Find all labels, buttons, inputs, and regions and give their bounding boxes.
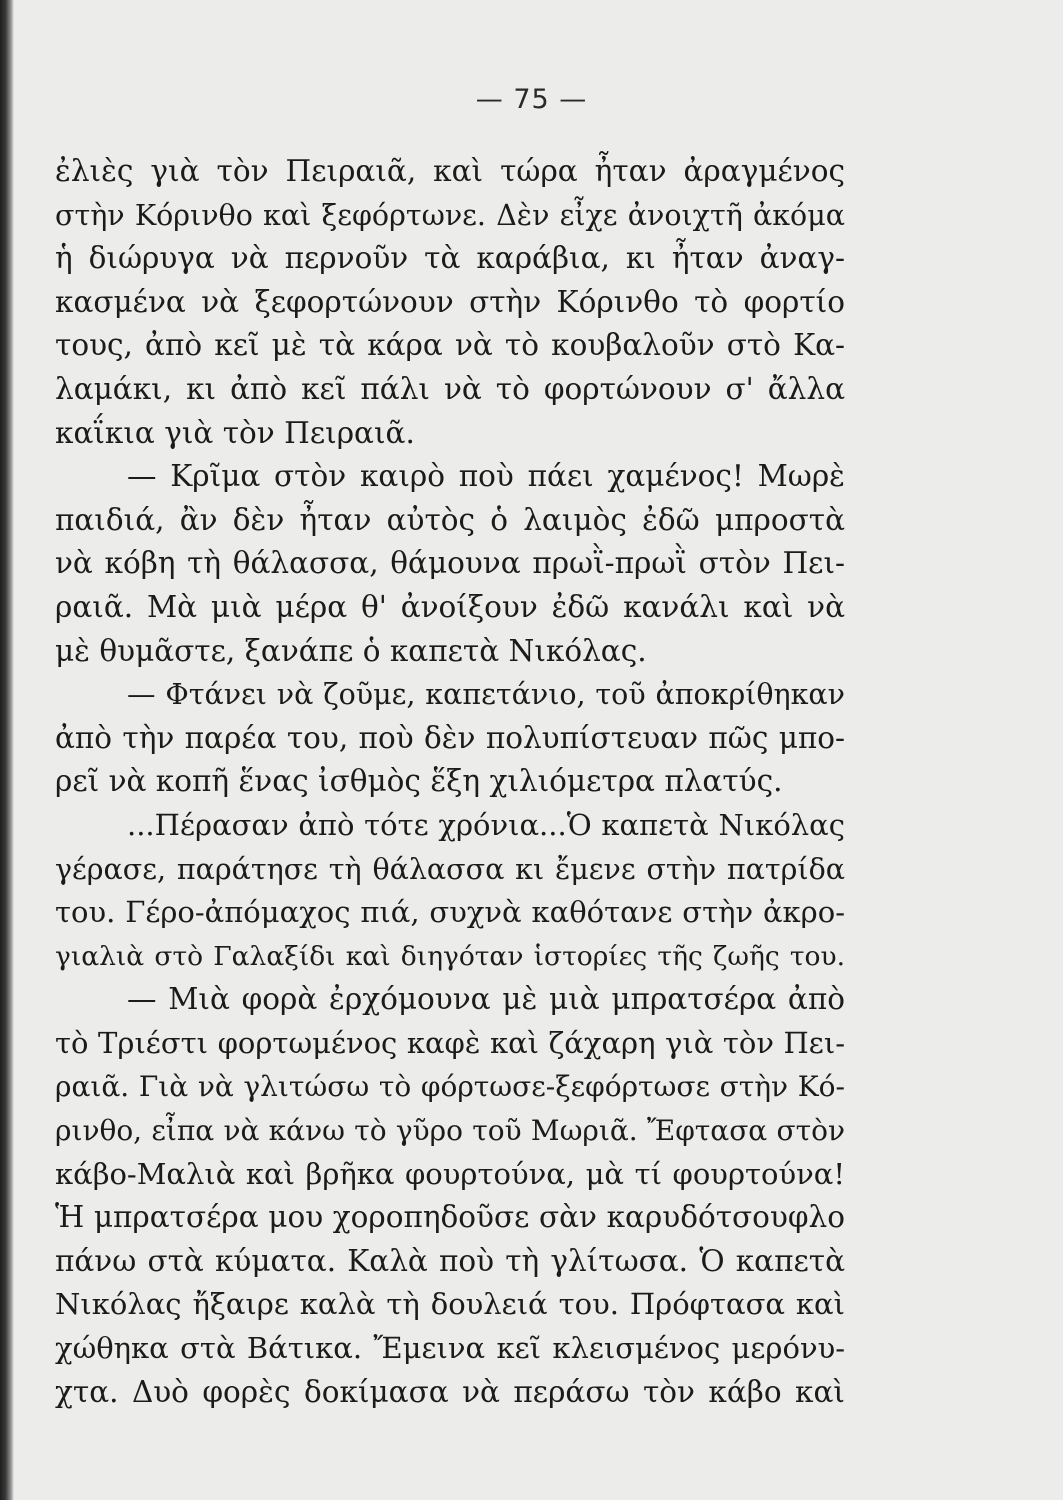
text-line: γιαλιὰ στὸ Γαλαξίδι καὶ διηγόταν ἱστορίες τῆς ζωῆς του. [55, 940, 845, 972]
text-line: ...Πέρασαν ἀπὸ τότε χρόνια...Ὁ καπετὰ Νικόλας [127, 807, 845, 842]
page-number: — 75 — [475, 84, 588, 115]
text-line: νὰ κόβη τὴ θάλασσα, θάμουνα πρωῒ-πρωῒ στὸν Πει- [55, 546, 845, 581]
text-line: χτα. Δυὸ φορὲς δοκίμασα νὰ περάσω τὸν κάβο καὶ [55, 1374, 845, 1409]
body-text [55, 150, 845, 1414]
text-line: τὸ Τριέστι φορτωμένος καφὲ καὶ ζάχαρη γιὰ τὸν Πει- [55, 1025, 845, 1060]
text-line: στὴν Κόρινθο καὶ ξεφόρτωνε. Δὲν εἶχε ἀνοιχτῆ ἀκόμα [55, 198, 845, 232]
text-line: χώθηκα στὰ Βάτικα. Ἔμεινα κεῖ κλεισμένος μερόνυ- [55, 1331, 845, 1366]
text-line: καΐκια γιὰ τὸν Πειραιᾶ. [55, 415, 415, 450]
text-line: Νικόλας ἤξαιρε καλὰ τὴ δουλειά του. Πρόφτασα καὶ [55, 1287, 845, 1322]
text-line: του. Γέρο-ἀπόμαχος πιά, συχνὰ καθότανε στὴν ἀκρο- [55, 895, 845, 930]
text-line: μὲ θυμᾶστε, ξανάπε ὁ καπετὰ Νικόλας. [55, 633, 647, 668]
text-line: τους, ἀπὸ κεῖ μὲ τὰ κάρα νὰ τὸ κουβαλοῦν στὸ Κα- [55, 328, 845, 363]
text-line: κάβο-Μαλιὰ καὶ βρῆκα φουρτούνα, μὰ τί φουρτούνα! [55, 1156, 845, 1191]
text-line: παιδιά, ἂν δὲν ἦταν αὐτὸς ὁ λαιμὸς ἐδῶ μπροστὰ [55, 502, 845, 537]
text-line: πάνω στὰ κύματα. Καλὰ ποὺ τὴ γλίτωσα. Ὁ καπετὰ [55, 1243, 845, 1278]
text-line: ἀπὸ τὴν παρέα του, ποὺ δὲν πολυπίστευαν πῶς μπο- [55, 720, 845, 755]
text-line: κασμένα νὰ ξεφορτώνουν στὴν Κόρινθο τὸ φορτίο [55, 284, 845, 319]
text-line: ραιᾶ. Μὰ μιὰ μέρα θ' ἀνοίξουν ἐδῶ κανάλι καὶ νὰ [55, 589, 845, 624]
page-binding-edge [0, 0, 14, 1500]
text-line: γέρασε, παράτησε τὴ θάλασσα κι ἔμενε στὴν πατρίδα [55, 852, 845, 886]
text-line: ρινθο, εἶπα νὰ κάνω τὸ γῦρο τοῦ Μωριᾶ. Ἔφτασα στὸν [55, 1114, 845, 1148]
text-line: ἡ διώρυγα νὰ περνοῦν τὰ καράβια, κι ἦταν ἀναγ- [55, 241, 845, 276]
text-line: ἐλιὲς γιὰ τὸν Πειραιᾶ, καὶ τώρα ἦταν ἀραγμένος [55, 154, 845, 188]
text-line: — Φτάνει νὰ ζοῦμε, καπετάνιο, τοῦ ἀποκρίθηκαν [127, 678, 845, 712]
text-line: Ἡ μπρατσέρα μου χοροπηδοῦσε σὰν καρυδότσουφλο [55, 1200, 845, 1235]
text-line: — Κρῖμα στὸν καιρὸ ποὺ πάει χαμένος! Μωρὲ [127, 459, 845, 494]
text-line: ραιᾶ. Γιὰ νὰ γλιτώσω τὸ φόρτωσε-ξεφόρτωσε στὴν Κό- [55, 1070, 845, 1104]
text-line: ρεῖ νὰ κοπῆ ἕνας ἰσθμὸς ἕξη χιλιόμετρα πλατύς. [55, 764, 783, 799]
text-line: λαμάκι, κι ἀπὸ κεῖ πάλι νὰ τὸ φορτώνουν σ' ἄλλα [55, 371, 845, 406]
text-line: — Μιὰ φορὰ ἐρχόμουνα μὲ μιὰ μπρατσέρα ἀπὸ [127, 982, 845, 1017]
